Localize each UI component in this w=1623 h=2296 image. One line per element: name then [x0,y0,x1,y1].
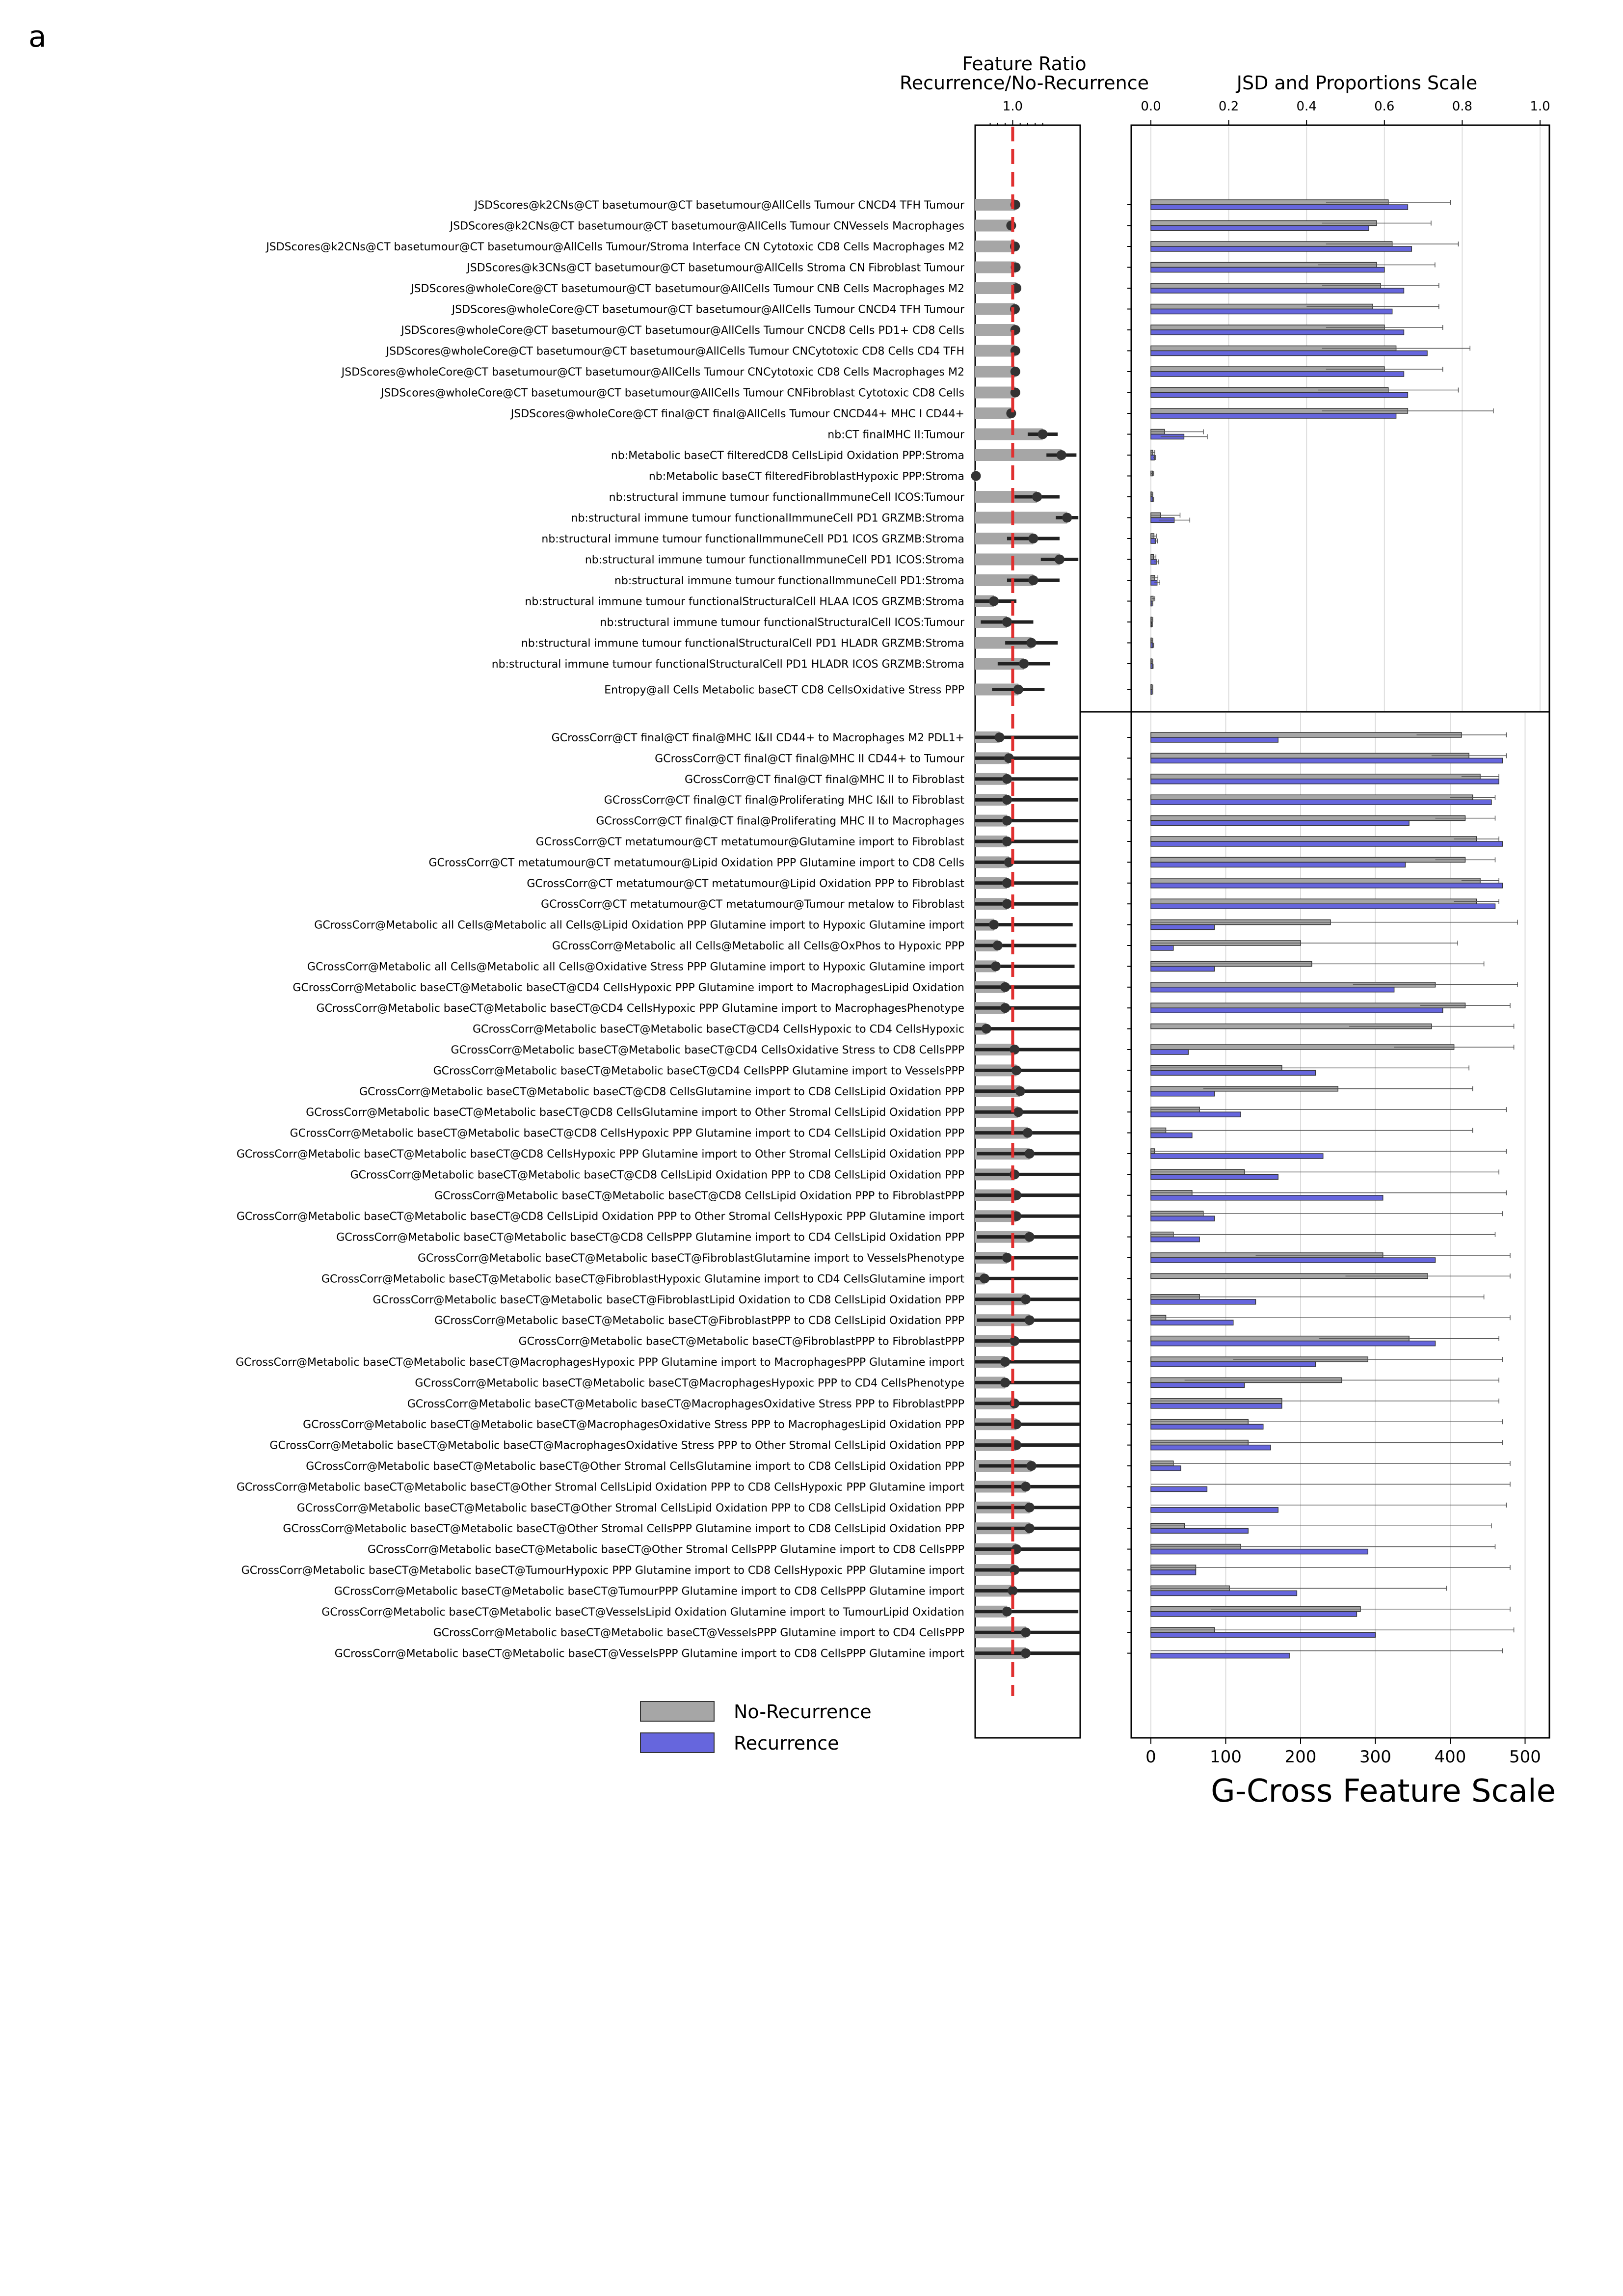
recurrence-bar [1151,1195,1383,1200]
feature-label: GCrossCorr@Metabolic baseCT@Metabolic baseCT@CD4 CellsHypoxic PPP Glutamine import to MacrophagesLipid Oxidation [293,981,964,994]
recurrence-bar [1151,883,1503,888]
ratio-point [1013,685,1023,695]
recurrence-bar [1151,1486,1207,1491]
ratio-point [991,961,1001,971]
ratio-point [1032,492,1042,502]
ratio-point [1002,1607,1012,1617]
ratio-point [1002,774,1012,784]
bottom-tick-label: 100 [1210,1747,1242,1767]
feature-label: GCrossCorr@Metabolic baseCT@Metabolic baseCT@CD8 CellsLipid Oxidation PPP to Other Stromal CellsHypoxic PPP Glutamine import [236,1211,964,1223]
feature-label: GCrossCorr@Metabolic baseCT@Metabolic baseCT@FibroblastLipid Oxidation to CD8 CellsLipid Oxidation PPP [372,1294,964,1306]
feature-label: nb:structural immune tumour functionalStructuralCell HLAA ICOS GRZMB:Stroma [525,595,964,608]
feature-label: JSDScores@wholeCore@CT basetumour@CT basetumour@AllCells Tumour CNB Cells Macrophages M2 [411,283,964,295]
no-recurrence-bar [1151,837,1476,841]
feature-label: GCrossCorr@Metabolic baseCT@Metabolic baseCT@TumourHypoxic PPP Glutamine import to CD8 CellsHypoxic PPP Glutamine import [241,1565,964,1577]
feature-label: GCrossCorr@Metabolic baseCT@Metabolic baseCT@Other Stromal CellsGlutamine import to CD8 CellsLipid Oxidation PPP [306,1460,964,1473]
feature-label: Entropy@all Cells Metabolic baseCT CD8 CellsOxidative Stress PPP [604,684,964,697]
recurrence-bar [1151,268,1384,272]
feature-label: GCrossCorr@Metabolic baseCT@Metabolic baseCT@FibroblastHypoxic Glutamine import to CD4 CellsGlutamine import [321,1273,964,1286]
recurrence-bar [1151,925,1215,930]
ratio-bars [971,199,1080,1659]
ratio-bar [975,220,1011,232]
ratio-point [1010,1336,1019,1346]
feature-label: nb:Metabolic baseCT filteredFibroblastHypoxic PPP:Stroma [648,470,964,483]
recurrence-bar [1151,1154,1323,1159]
top-scale-ticks [1141,99,1550,125]
feature-label: GCrossCorr@Metabolic baseCT@Metabolic baseCT@CD4 CellsHypoxic to CD4 CellsHypoxic [473,1023,964,1036]
bottom-tick-label: 400 [1434,1747,1466,1767]
ratio-bar [975,199,1015,211]
feature-label: GCrossCorr@Metabolic baseCT@Metabolic baseCT@CD4 CellsPPP Glutamine import to VesselsPPP [433,1065,964,1078]
legend [640,1701,872,1754]
bottom-tick-label: 200 [1284,1747,1317,1767]
feature-label: JSDScores@k3CNs@CT basetumour@CT basetumour@AllCells Stroma CN Fibroblast Tumour [467,262,964,274]
no-recurrence-bar [1151,816,1465,821]
feature-label: GCrossCorr@Metabolic baseCT@Metabolic baseCT@VesselsLipid Oxidation Glutamine import to TumourLipid Oxidation [321,1606,964,1619]
feature-label: JSDScores@wholeCore@CT basetumour@CT basetumour@AllCells Tumour CNCytotoxic CD8 Cells Macrophages M2 [341,366,964,378]
ratio-bar [975,407,1011,419]
ratio-point [1002,899,1012,909]
recurrence-bar [1151,987,1394,992]
recurrence-bar [1151,288,1404,293]
ratio-point [1057,450,1066,460]
feature-label: nb:structural immune tumour functionalStructuralCell ICOS:Tumour [600,617,964,629]
ratio-bar [975,282,1016,294]
feature-label: GCrossCorr@Metabolic baseCT@Metabolic baseCT@FibroblastGlutamine import to VesselsPhenotype [417,1252,964,1265]
no-recurrence-bar [1151,795,1473,800]
ratio-point [1027,1461,1037,1471]
feature-label: GCrossCorr@Metabolic baseCT@Metabolic baseCT@FibroblastPPP to CD8 CellsLipid Oxidation PPP [434,1315,964,1327]
recurrence-bar [1151,1404,1282,1408]
ratio-point [980,1273,989,1283]
feature-label: JSDScores@wholeCore@CT final@CT final@AllCells Tumour CNCD44+ MHC I CD44+ [510,408,964,420]
recurrence-bar [1151,1445,1271,1450]
ratio-point [1028,575,1038,585]
legend-swatch-no-recurrence [640,1702,714,1721]
ratio-point [1010,1169,1019,1179]
recurrence-bar [1151,1050,1188,1054]
ratio-bar [975,512,1067,524]
ratio-point [1028,534,1038,543]
top-tick-label: 0.8 [1452,99,1473,114]
bottom-tick-label: 500 [1509,1747,1541,1767]
recurrence-bar [1151,800,1491,805]
ratio-point [989,596,999,606]
feature-label: nb:Metabolic baseCT filteredCD8 CellsLipid Oxidation PPP:Stroma [611,450,964,462]
feature-label: nb:structural immune tumour functionalImmuneCell PD1 ICOS GRZMB:Stroma [541,533,964,545]
recurrence-bar [1151,1133,1192,1138]
legend-label-no-recurrence: No-Recurrence [734,1701,872,1723]
feature-label: JSDScores@wholeCore@CT basetumour@CT basetumour@AllCells Tumour CNCD4 TFH Tumour [452,303,964,316]
no-recurrence-bar [1151,774,1480,779]
recurrence-bar [1151,1237,1199,1242]
feature-label: GCrossCorr@Metabolic baseCT@Metabolic baseCT@CD4 CellsHypoxic PPP Glutamine import to MacrophagesPhenotype [316,1002,964,1015]
recurrence-bar [1151,330,1404,335]
feature-label: GCrossCorr@CT final@CT final@MHC II CD44+ to Tumour [655,753,964,765]
legend-swatch-recurrence [640,1733,714,1753]
bottom-scale-title: G-Cross Feature Scale [1211,1773,1556,1810]
feature-label: GCrossCorr@CT final@CT final@Proliferating MHC II to Macrophages [596,815,964,828]
recurrence-bar [1151,205,1408,210]
recurrence-bar [1151,821,1409,826]
feature-label: GCrossCorr@Metabolic baseCT@Metabolic baseCT@CD8 CellsLipid Oxidation PPP to CD8 CellsLipid Oxidation PPP [350,1169,964,1182]
recurrence-bar [1151,737,1278,742]
recurrence-bar [1151,1216,1215,1221]
feature-label: nb:structural immune tumour functionalImmuneCell PD1:Stroma [614,575,964,587]
recurrence-bar [1151,1424,1263,1429]
ratio-point [1019,659,1029,669]
feature-label: GCrossCorr@Metabolic baseCT@Metabolic baseCT@FibroblastPPP to FibroblastPPP [518,1335,964,1348]
feature-label: JSDScores@k2CNs@CT basetumour@CT basetumour@AllCells Tumour/Stroma Interface CN Cytotoxic CD8 Cells Macrophages M2 [266,241,964,253]
feature-label: GCrossCorr@Metabolic baseCT@Metabolic baseCT@Other Stromal CellsPPP Glutamine import to CD8 CellsLipid Oxidation PPP [283,1523,964,1536]
ratio-point [1025,1503,1035,1513]
recurrence-bar [1151,372,1404,377]
feature-label: GCrossCorr@Metabolic baseCT@Metabolic baseCT@Other Stromal CellsLipid Oxidation PPP to CD8 CellsLipid Oxidation PPP [296,1502,964,1514]
ratio-point [1006,408,1016,418]
top-scale-title: JSD and Proportions Scale [1236,72,1478,94]
recurrence-bar [1151,841,1503,846]
ratio-point [1010,1399,1019,1408]
bottom-tick-label: 0 [1145,1747,1156,1767]
ratio-bar [975,262,1016,273]
ratio-point [1025,1523,1035,1533]
feature-label: GCrossCorr@Metabolic baseCT@Metabolic baseCT@CD8 CellsGlutamine import to Other Stromal CellsLipid Oxidation PPP [306,1107,964,1119]
ratio-point [1021,1648,1031,1658]
feature-label: GCrossCorr@CT final@CT final@MHC I&II CD44+ to Macrophages M2 PDL1+ [551,732,964,744]
recurrence-bar [1151,1362,1316,1367]
ratio-bar [975,303,1015,315]
bottom-tick-label: 300 [1359,1747,1391,1767]
recurrence-bar [1151,1508,1278,1513]
feature-label: GCrossCorr@CT metatumour@CT metatumour@Glutamine import to Fibroblast [535,836,964,848]
ratio-point [1002,816,1012,826]
ratio-panel [971,99,1080,1738]
ratio-point [1021,1627,1031,1637]
feature-label: GCrossCorr@Metabolic baseCT@Metabolic baseCT@VesselsPPP Glutamine import to CD8 CellsPPP Glutamine import [334,1648,964,1660]
legend-label-recurrence: Recurrence [734,1732,839,1754]
recurrence-bar [1151,1091,1215,1096]
ratio-point [1013,1107,1023,1117]
feature-label: GCrossCorr@Metabolic baseCT@Metabolic baseCT@MacrophagesOxidative Stress PPP to FibroblastPPP [407,1398,964,1410]
ratio-point [1000,1003,1010,1013]
ratio-bar [975,324,1015,336]
no-recurrence-bar [1151,732,1462,737]
recurrence-bar [1151,309,1392,314]
feature-label: GCrossCorr@Metabolic baseCT@Metabolic baseCT@Other Stromal CellsLipid Oxidation PPP to CD8 CellsHypoxic PPP Glutamine import [236,1481,964,1494]
feature-label: nb:structural immune tumour functionalImmuneCell PD1 GRZMB:Stroma [571,512,964,525]
ratio-point [1000,982,1010,992]
feature-label: GCrossCorr@CT metatumour@CT metatumour@Lipid Oxidation PPP Glutamine import to CD8 Cells [428,857,964,869]
ratio-point [1002,878,1012,888]
no-recurrence-bar [1151,1003,1465,1008]
feature-label: GCrossCorr@Metabolic baseCT@Metabolic baseCT@MacrophagesHypoxic PPP to CD4 CellsPhenotype [415,1377,964,1390]
recurrence-bar [1151,758,1503,763]
recurrence-bar [1151,966,1215,971]
feature-label: JSDScores@wholeCore@CT basetumour@CT basetumour@AllCells Tumour CNCD8 Cells PD1+ CD8 Cells [401,324,964,337]
ratio-bar [975,241,1015,252]
feature-label: GCrossCorr@Metabolic baseCT@Metabolic baseCT@Other Stromal CellsPPP Glutamine import to CD8 CellsPPP [367,1543,964,1556]
recurrence-bar [1151,1549,1368,1554]
ratio-point [1002,1253,1012,1263]
ratio-point [1025,1232,1035,1242]
bottom-scale-ticks [1145,1738,1541,1767]
ratio-panel-title: Feature Ratio [962,53,1087,75]
ratio-point [1006,221,1016,231]
recurrence-bar [1151,393,1408,398]
ratio-point [1010,1045,1019,1054]
feature-label: nb:CT finalMHC II:Tumour [827,429,964,441]
recurrence-bar [1151,1653,1289,1658]
feature-label: JSDScores@wholeCore@CT basetumour@CT basetumour@AllCells Tumour CNCytotoxic CD8 Cells CD4 TFH [386,345,964,358]
feature-label: GCrossCorr@CT metatumour@CT metatumour@Lipid Oxidation PPP to Fibroblast [527,877,964,890]
feature-label: GCrossCorr@Metabolic baseCT@Metabolic baseCT@CD4 CellsOxidative Stress to CD8 CellsPPP [451,1044,964,1056]
panel-label: a [28,20,47,54]
no-recurrence-bar [1151,899,1476,904]
ratio-point [1038,430,1048,439]
feature-label: GCrossCorr@CT metatumour@CT metatumour@Tumour metalow to Fibroblast [541,898,964,911]
ratio-point [1021,1295,1031,1304]
ratio-bar [975,387,1015,399]
ratio-point [1000,1378,1010,1387]
recurrence-bar [1151,1632,1376,1637]
recurrence-bar [1151,1299,1256,1304]
recurrence-bar [1151,945,1173,950]
ratio-panel-subtitle: Recurrence/No-Recurrence [900,72,1149,94]
feature-label: GCrossCorr@Metabolic baseCT@Metabolic baseCT@CD8 CellsHypoxic PPP Glutamine import to Other Stromal CellsLipid Oxidation PPP [236,1148,964,1161]
ratio-point [1002,837,1012,846]
top-tick-label: 0.4 [1296,99,1317,114]
feature-label: GCrossCorr@Metabolic all Cells@Metabolic all Cells@OxPhos to Hypoxic PPP [552,940,964,952]
ratio-tick-label: 1.0 [1002,99,1023,114]
recurrence-bar [1151,904,1495,909]
ratio-point [1025,1149,1035,1159]
recurrence-bar [1151,1258,1436,1263]
ratio-point [989,920,999,930]
recurrence-bar [1151,246,1411,251]
recurrence-bar [1151,1174,1278,1179]
top-tick-label: 1.0 [1530,99,1550,114]
recurrence-bar [1151,1320,1233,1325]
feature-label: JSDScores@wholeCore@CT basetumour@CT basetumour@AllCells Tumour CNFibroblast Cytotoxic CD8 Cells [380,387,964,400]
ratio-point [971,471,981,481]
recurrence-bar [1151,1591,1297,1595]
value-panel [1080,99,1550,1767]
recurrence-bar [1151,1112,1241,1117]
ratio-point [993,941,1003,950]
value-bars [1127,200,1517,1658]
feature-label: GCrossCorr@Metabolic baseCT@Metabolic baseCT@VesselsPPP Glutamine import to CD4 CellsPPP [433,1627,964,1640]
feature-label: GCrossCorr@CT final@CT final@Proliferating MHC I&II to Fibroblast [604,794,964,807]
ratio-point [995,732,1005,742]
ratio-bar [975,345,1015,357]
feature-labels [236,199,965,1660]
recurrence-bar [1151,1570,1196,1575]
feature-label: JSDScores@k2CNs@CT basetumour@CT basetumour@AllCells Tumour CNCD4 TFH Tumour [474,199,964,212]
recurrence-bar [1151,862,1406,867]
top-tick-label: 0.2 [1218,99,1239,114]
ratio-point [982,1024,991,1034]
ratio-point [1010,1565,1019,1575]
top-tick-label: 0.6 [1374,99,1395,114]
ratio-point [1027,638,1037,648]
recurrence-bar [1151,1008,1443,1013]
no-recurrence-bar [1151,857,1465,862]
ratio-bar [975,366,1015,378]
ratio-point [1055,555,1064,565]
recurrence-bar [1151,226,1369,231]
recurrence-bar [1151,351,1427,356]
ratio-point [1023,1128,1033,1138]
top-tick-label: 0.0 [1141,99,1161,114]
ratio-point [1002,617,1012,627]
ratio-point [1062,513,1072,523]
feature-label: GCrossCorr@Metabolic baseCT@Metabolic baseCT@MacrophagesHypoxic PPP Glutamine import to MacrophagesPPP Glutamine import [236,1356,964,1369]
feature-label: GCrossCorr@Metabolic baseCT@Metabolic baseCT@CD8 CellsPPP Glutamine import to CD4 CellsLipid Oxidation PPP [336,1231,964,1244]
feature-label: nb:structural immune tumour functionalImmuneCell PD1 ICOS:Stroma [585,554,964,567]
no-recurrence-bar [1151,753,1469,758]
recurrence-bar [1151,1528,1248,1533]
recurrence-bar [1151,1341,1436,1346]
feature-label: nb:structural immune tumour functionalStructuralCell PD1 HLADR ICOS GRZMB:Stroma [491,658,964,671]
feature-label: GCrossCorr@Metabolic baseCT@Metabolic baseCT@CD8 CellsHypoxic PPP Glutamine import to CD4 CellsLipid Oxidation PPP [290,1127,964,1140]
ratio-point [1025,1315,1035,1325]
feature-label: GCrossCorr@Metabolic baseCT@Metabolic baseCT@CD8 CellsGlutamine import to CD8 CellsLipid Oxidation PPP [359,1085,964,1098]
recurrence-bar [1151,413,1396,418]
recurrence-bar [1151,779,1499,784]
recurrence-bar [1151,1612,1357,1617]
feature-label: GCrossCorr@Metabolic all Cells@Metabolic all Cells@Oxidative Stress PPP Glutamine import to Hypoxic Glutamine import [307,961,964,973]
feature-label: GCrossCorr@Metabolic all Cells@Metabolic all Cells@Lipid Oxidation PPP Glutamine import to Hypoxic Glutamine import [314,919,964,932]
recurrence-bar [1151,1070,1316,1075]
feature-label: GCrossCorr@CT final@CT final@MHC II to Fibroblast [685,773,964,786]
feature-label: GCrossCorr@Metabolic baseCT@Metabolic baseCT@MacrophagesOxidative Stress PPP to Other Stromal CellsLipid Oxidation PPP [269,1439,964,1452]
feature-label: GCrossCorr@Metabolic baseCT@Metabolic baseCT@MacrophagesOxidative Stress PPP to MacrophagesLipid Oxidation PPP [303,1419,964,1432]
ratio-point [1008,1586,1017,1595]
top-scale-gridlines [1151,127,1540,711]
ratio-point [1021,1482,1031,1491]
ratio-point [1015,1086,1025,1096]
ratio-point [1000,1357,1010,1367]
feature-label: nb:structural immune tumour functionalStructuralCell PD1 HLADR GRZMB:Stroma [521,637,964,650]
ratio-point [1002,795,1012,805]
recurrence-bar [1151,1466,1181,1471]
feature-label: GCrossCorr@Metabolic baseCT@Metabolic baseCT@TumourPPP Glutamine import to CD8 CellsPPP Glutamine import [334,1585,964,1598]
feature-label: GCrossCorr@Metabolic baseCT@Metabolic baseCT@CD8 CellsLipid Oxidation PPP to FibroblastPPP [434,1189,964,1202]
feature-label: nb:structural immune tumour functionalImmuneCell ICOS:Tumour [609,491,964,504]
no-recurrence-bar [1151,878,1480,883]
recurrence-bar [1151,1382,1245,1387]
feature-label: JSDScores@k2CNs@CT basetumour@CT basetumour@AllCells Tumour CNVessels Macrophages [450,220,964,233]
